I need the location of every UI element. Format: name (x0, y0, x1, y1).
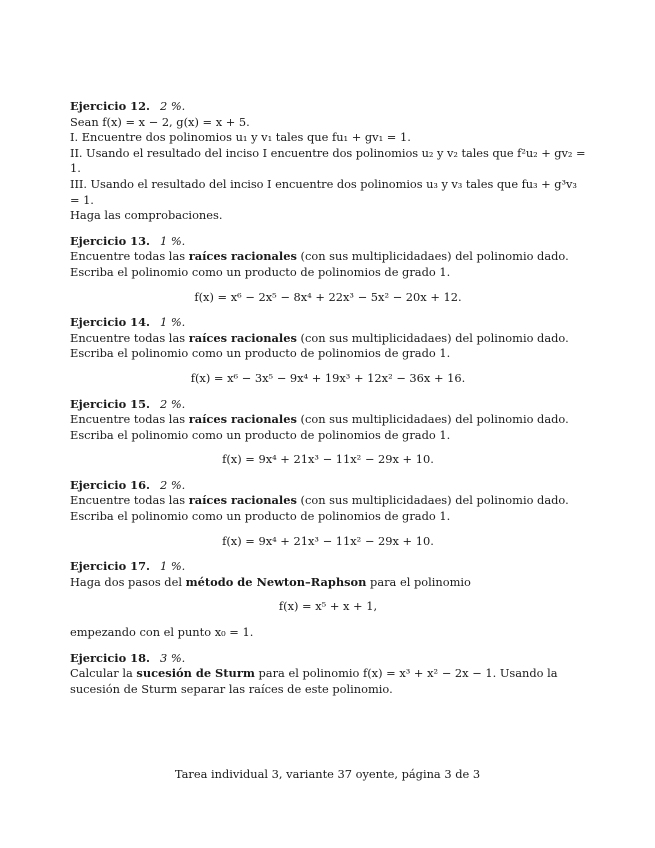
exercise-16 (70, 478, 586, 549)
exercise-15 (70, 397, 586, 468)
text-run: Encuentre todas las (70, 330, 189, 345)
exercise-title: Ejercicio 16. (70, 477, 150, 492)
exercise-header (70, 99, 586, 115)
exercise-text (70, 331, 586, 362)
text-run: Encuentre todas las (70, 493, 189, 508)
exercise-text: III. Usando el resultado del inciso I encuentre dos polinomios u₃ y v₃ tales que fu₃ + g³v₃ = 1. (70, 176, 577, 207)
text-run: Encuentre todas las (70, 412, 189, 427)
bold-term: raíces racionales (188, 412, 297, 427)
text-run: Encuentre todas las (70, 249, 189, 264)
page-body (70, 99, 586, 697)
formula: f(x) = 9x⁴ + 21x³ − 11x² − 29x + 10. (222, 533, 434, 548)
exercise-title: Ejercicio 18. (70, 650, 150, 665)
exercise-text: Haga las comprobaciones. (70, 208, 223, 223)
text-run: para el polinomio (366, 574, 471, 589)
exercise-percent: 1 %. (159, 315, 186, 330)
text-run: (con sus multiplicidadaes) del polinomio dado. Escriba el polinomio como un producto de polinomios de grado 1. (70, 330, 569, 361)
exercise-percent: 2 %. (159, 396, 186, 411)
exercise-text (70, 412, 586, 443)
exercise-12 (70, 99, 586, 224)
formula: f(x) = x⁵ + x + 1, (278, 599, 378, 614)
exercise-header (70, 559, 586, 575)
bold-term: método de Newton–Raphson (185, 574, 367, 589)
exercise-header (70, 234, 586, 250)
exercise-header (70, 315, 586, 331)
exercise-18 (70, 651, 586, 698)
text-run: Calcular la (70, 666, 137, 681)
page-footer: Tarea individual 3, variante 37 oyente, página 3 de 3 (174, 767, 481, 781)
exercise-text: I. Encuentre dos polinomios u₁ y v₁ tales que fu₁ + gv₁ = 1. (70, 130, 411, 145)
bold-term: raíces racionales (188, 249, 297, 264)
text-run: (con sus multiplicidadaes) del polinomio dado. Escriba el polinomio como un producto de polinomios de grado 1. (70, 249, 569, 279)
text-run: para el polinomio f(x) = x³ + x² − 2x − 1. Usando la sucesión de Sturm separar las raíces de este polinomio. (70, 666, 558, 696)
exercise-17 (70, 559, 586, 640)
text-run: Haga dos pasos del (70, 574, 186, 589)
exercise-text (70, 493, 586, 524)
exercise-percent: 3 %. (159, 650, 186, 665)
exercise-title: Ejercicio 12. (70, 99, 150, 113)
exercise-header (70, 651, 586, 667)
exercise-14 (70, 315, 586, 386)
exercise-header (70, 397, 586, 413)
formula: f(x) = 9x⁴ + 21x³ − 11x² − 29x + 10. (222, 452, 434, 467)
exercise-text (70, 249, 586, 280)
exercise-percent: 1 %. (159, 233, 186, 248)
exercise-percent: 1 %. (159, 559, 186, 574)
bold-term: raíces racionales (188, 330, 297, 345)
text-run: (con sus multiplicidadaes) del polinomio dado. Escriba el polinomio como un producto de polinomios de grado 1. (70, 412, 569, 442)
exercise-title: Ejercicio 17. (70, 559, 150, 574)
exercise-title: Ejercicio 15. (70, 396, 150, 411)
exercise-text (70, 666, 586, 697)
exercise-text: Sean f(x) = x − 2, g(x) = x + 5. (70, 114, 250, 129)
formula: f(x) = x⁶ − 3x⁵ − 9x⁴ + 19x³ + 12x² − 36x + 16. (190, 370, 466, 385)
exercise-text: empezando con el punto x₀ = 1. (70, 625, 254, 640)
exercise-percent: 2 %. (159, 99, 186, 113)
formula: f(x) = x⁶ − 2x⁵ − 8x⁴ + 22x³ − 5x² − 20x + 12. (194, 289, 462, 304)
exercise-title: Ejercicio 13. (70, 233, 150, 248)
exercise-header (70, 478, 586, 494)
exercise-percent: 2 %. (159, 477, 186, 492)
text-run: (con sus multiplicidadaes) del polinomio dado. Escriba el polinomio como un producto de polinomios de grado 1. (70, 493, 569, 524)
exercise-title: Ejercicio 14. (70, 315, 150, 330)
exercise-text (70, 575, 586, 591)
exercise-13 (70, 234, 586, 305)
exercise-text: II. Usando el resultado del inciso I encuentre dos polinomios u₂ y v₂ tales que f²u₂ + gv₂ = 1. (70, 145, 586, 176)
bold-term: raíces racionales (188, 493, 297, 508)
bold-term: sucesión de Sturm (136, 666, 255, 681)
